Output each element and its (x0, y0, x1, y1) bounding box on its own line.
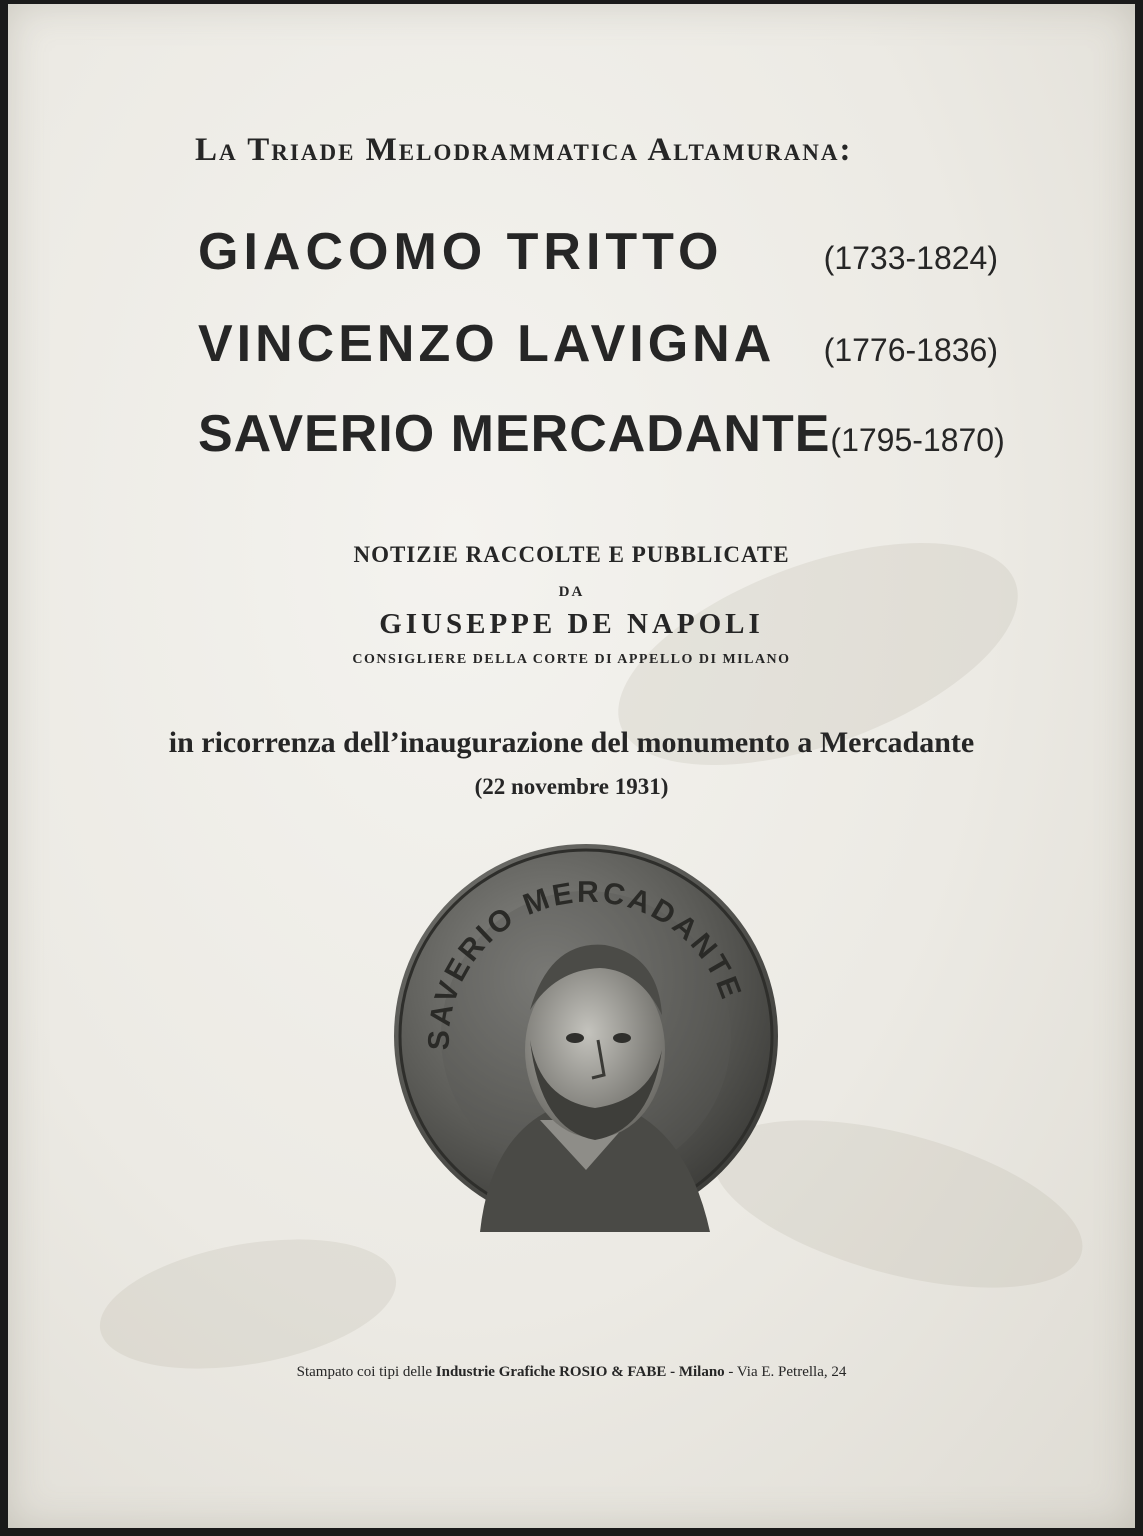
imprint-printer: Industrie Grafiche ROSIO & FABE - Milano (435, 1364, 725, 1380)
composer-name: SAVERIO MERCADANTE (198, 405, 831, 463)
composer-name: VINCENZO LAVIGNA (198, 315, 776, 373)
composer-row (198, 222, 998, 282)
composer-dates: (1795-1870) (830, 422, 1005, 458)
printer-imprint (8, 1364, 1135, 1381)
book-cover (8, 4, 1135, 1528)
composer-row (198, 404, 1005, 464)
imprint-address: - Via E. Petrella, 24 (728, 1364, 847, 1380)
portrait-medal (390, 840, 782, 1232)
medal-inscription: SAVERIO MERCADANTE (422, 875, 749, 1051)
composer-row (198, 314, 998, 374)
notizie-heading: NOTIZIE RACCOLTE E PUBBLICATE (353, 542, 790, 567)
occasion-date: (22 novembre 1931) (474, 774, 669, 799)
author-role: CONSIGLIERE DELLA CORTE DI APPELLO DI MILANO (352, 652, 791, 667)
composer-dates: (1776-1836) (823, 332, 998, 368)
composer-dates: (1733-1824) (823, 240, 998, 276)
series-title: La Triade Melodrammatica Altamurana: (195, 132, 853, 168)
imprint-prefix: Stampato coi tipi delle (296, 1364, 433, 1380)
occasion-text: in ricorrenza dell’inaugurazione del monumento a Mercadante (168, 726, 975, 759)
composer-name: GIACOMO TRITTO (198, 223, 724, 281)
author-name: GIUSEPPE DE NAPOLI (379, 608, 764, 640)
da-label: DA (558, 584, 585, 600)
